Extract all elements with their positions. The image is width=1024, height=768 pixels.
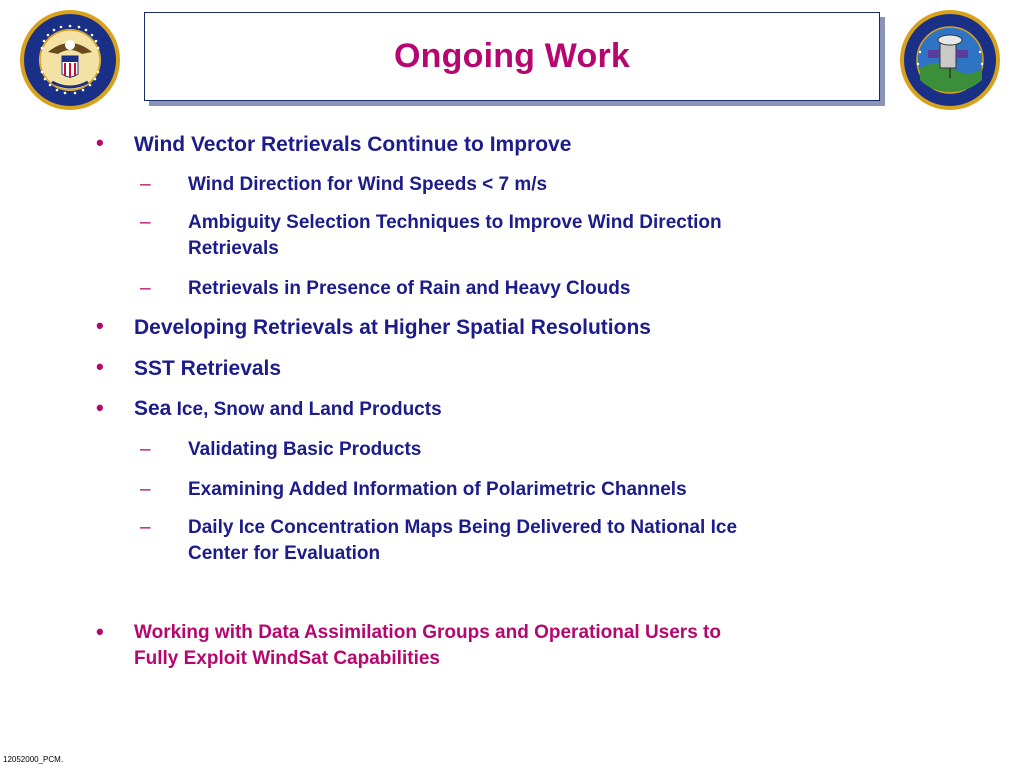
bullet-5-text-cont: Fully Exploit WindSat Capabilities — [134, 648, 440, 669]
dash-marker: – — [140, 479, 151, 500]
dash-marker: – — [140, 212, 151, 233]
bullet-4-sub-3-cont: Center for Evaluation — [188, 543, 381, 564]
bullet-marker: • — [96, 313, 104, 338]
bullet-1-sub-2-cont: Retrievals — [188, 238, 279, 259]
bullet-4-sub-2: Examining Added Information of Polarimetric Channels — [188, 479, 687, 500]
bullet-marker: • — [96, 619, 104, 644]
bullet-5-text: Working with Data Assimilation Groups and Operational Users to — [134, 622, 721, 643]
bullet-1-text: Wind Vector Retrievals Continue to Improve — [134, 133, 572, 156]
bullet-2-text: Developing Retrievals at Higher Spatial Resolutions — [134, 316, 651, 339]
bullet-marker: • — [96, 354, 104, 379]
footer-slide-id: 12052000_PCM. — [3, 755, 64, 764]
bullet-4-text-lead: Sea — [134, 397, 172, 420]
bullet-3-text: SST Retrievals — [134, 357, 282, 380]
bullet-4-sub-3: Daily Ice Concentration Maps Being Delivered to National Ice — [188, 517, 738, 538]
bullet-marker: • — [96, 395, 104, 420]
dash-marker: – — [140, 517, 151, 538]
bullet-marker: • — [96, 130, 104, 155]
bullet-4-text-rest: Ice, Snow and Land Products — [171, 399, 442, 420]
bullet-4-sub-1: Validating Basic Products — [188, 439, 422, 460]
dash-marker: – — [140, 439, 151, 460]
page-title: Ongoing Work — [394, 37, 630, 75]
bullet-1-sub-2: Ambiguity Selection Techniques to Improve Wind Direction — [188, 212, 722, 233]
dash-marker: – — [140, 278, 151, 299]
bullet-1-sub-3: Retrievals in Presence of Rain and Heavy Clouds — [188, 278, 631, 299]
bullet-1-sub-1: Wind Direction for Wind Speeds < 7 m/s — [188, 174, 548, 195]
dash-marker: – — [140, 174, 151, 195]
bullet-4-text — [134, 397, 442, 421]
